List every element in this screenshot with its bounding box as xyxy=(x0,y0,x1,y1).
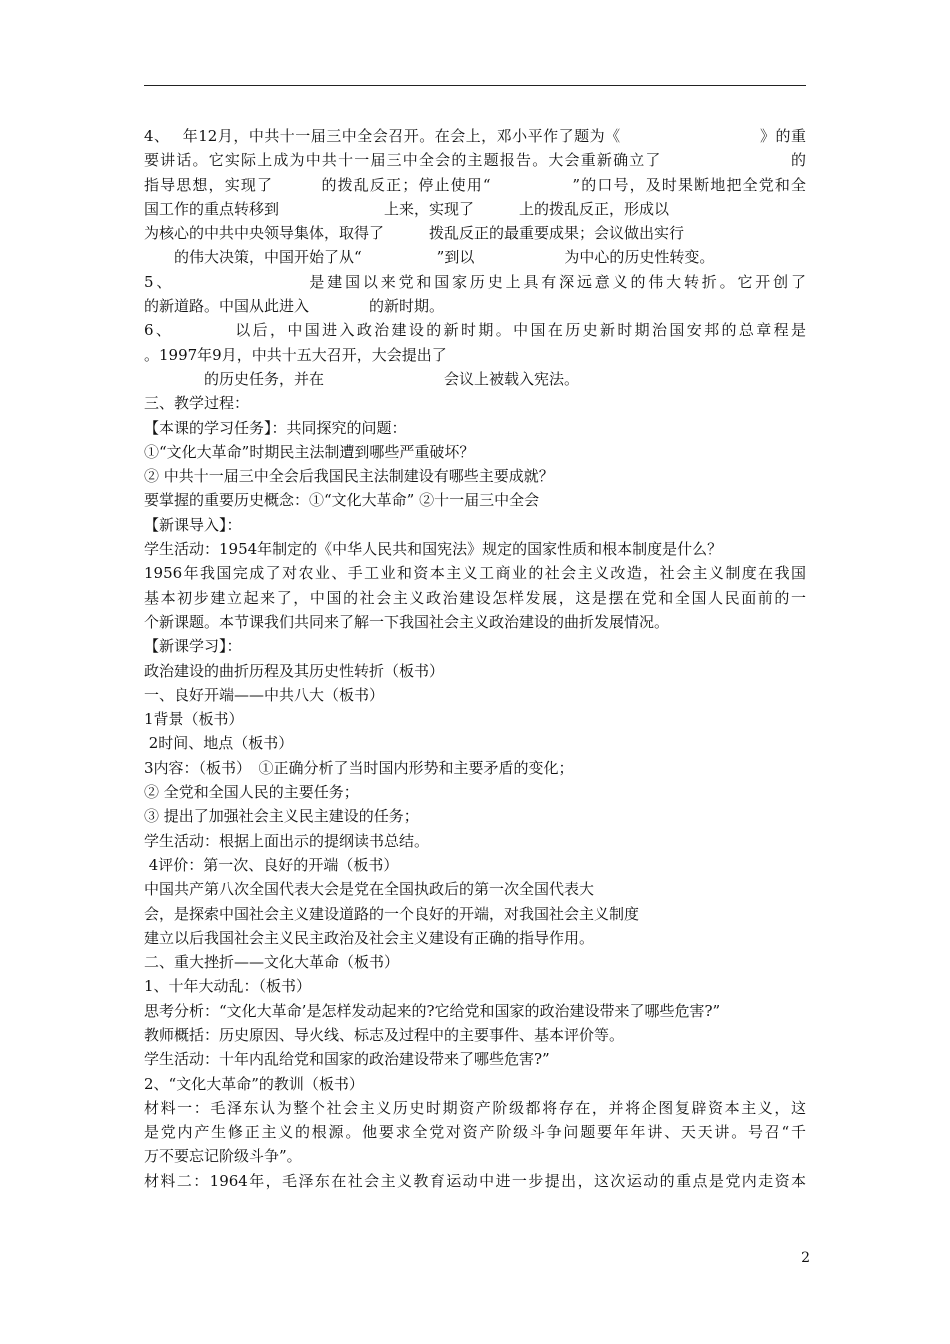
text-line: 要讲话。它实际上成为中共十一届三中全会的主题报告。大会重新确立了 的 xyxy=(144,151,806,170)
text-line: 会，是探索中国社会主义建设道路的一个良好的开端，对我国社会主义制度 xyxy=(144,904,640,923)
text-line: 2、“文化大革命”的教训（板书） xyxy=(144,1074,364,1093)
header-rule xyxy=(144,85,806,86)
text-line: 是党内产生修正主义的根源。他要求全党对资产阶级斗争问题要年年讲、天天讲。号召“千 xyxy=(144,1123,806,1142)
text-line: 4评价：第一次、良好的开端（板书） xyxy=(144,855,399,874)
document-body xyxy=(144,124,806,1193)
text-line: 思考分析：“文化大革命’是怎样发动起来的?它给党和国家的政治建设带来了哪些危害?” xyxy=(144,1001,721,1020)
text-line: 个新课题。本节课我们共同来了解一下我国社会主义政治建设的曲折发展情况。 xyxy=(144,612,670,631)
text-line: 学生活动：根据上面出示的提纲读书总结。 xyxy=(144,831,430,850)
text-line: 万不要忘记阶级斗争”。 xyxy=(144,1147,302,1166)
text-line: 要掌握的重要历史概念：①“文化大革命” ②十一届三中全会 xyxy=(144,491,540,510)
text-line: 2时间、地点（板书） xyxy=(144,734,294,753)
text-line: 3内容：（板书） ①正确分析了当时国内形势和主要矛盾的变化； xyxy=(144,758,574,777)
text-line: 1背景（板书） xyxy=(144,710,244,729)
text-line: 一、良好开端——中共八大（板书） xyxy=(144,685,385,704)
text-line: 中国共产第八次全国代表大会是党在全国执政后的第一次全国代表大 xyxy=(144,880,595,899)
text-line: 三、教学过程： xyxy=(144,394,250,413)
text-line: 的伟大决策，中国开始了从“ ”到以 为中心的历史性转变。 xyxy=(144,248,715,267)
text-line: 教师概括：历史原因、导火线、标志及过程中的主要事件、基本评价等。 xyxy=(144,1025,625,1044)
text-line: 6、 以后，中国进入政治建设的新时期。中国在历史新时期治国安邦的总章程是 xyxy=(144,321,806,340)
text-line: 政治建设的曲折历程及其历史性转折（板书） xyxy=(144,661,445,680)
text-line: 国工作的重点转移到 上来，实现了 上的拨乱反正，形成以 xyxy=(144,199,670,218)
text-line: 材料一：毛泽东认为整个社会主义历史时期资产阶级都将存在，并将企图复辟资本主义，这 xyxy=(144,1098,806,1117)
page-number: 2 xyxy=(801,1250,810,1266)
text-line: 材料二：1964年，毛泽东在社会主义教育运动中进一步提出，这次运动的重点是党内走资本 xyxy=(144,1171,806,1190)
text-line: 4、 年12月，中共十一届三中全会召开。在会上，邓小平作了题为《 》的重 xyxy=(144,127,806,145)
text-line: 【新课学习】： xyxy=(144,637,242,656)
text-line: 【本课的学习任务】：共同探究的问题： xyxy=(144,418,407,437)
text-line: 为核心的中共中央领导集体，取得了 拨乱反正的最重要成果；会议做出实行 xyxy=(144,224,685,243)
text-line: 指导思想，实现了 的拨乱反正；停止使用“ ”的口号，及时果断地把全党和全 xyxy=(144,175,806,194)
text-line: ③ 提出了加强社会主义民主建设的任务； xyxy=(144,807,419,826)
text-line: ①“文化大革命”时期民主法制遭到哪些严重破坏？ xyxy=(144,442,475,461)
text-line: 。1997年9月，中共十五大召开，大会提出了 xyxy=(144,345,447,364)
text-line: 学生活动：十年内乱给党和国家的政治建设带来了哪些危害?” xyxy=(144,1050,550,1069)
text-line: 的新道路。中国从此进入 的新时期。 xyxy=(144,297,445,316)
text-line: 1、十年大动乱：（板书） xyxy=(144,977,312,996)
text-line: 1956年我国完成了对农业、手工业和资本主义工商业的社会主义改造，社会主义制度在我国 xyxy=(144,564,806,583)
text-line: 【新课导入】： xyxy=(144,515,242,534)
text-line: 基本初步建立起来了，中国的社会主义政治建设怎样发展，这是摆在党和全国人民面前的一 xyxy=(144,588,806,607)
text-line: 的历史任务，并在 会议上被载入宪法。 xyxy=(144,369,580,388)
text-line: ② 中共十一届三中全会后我国民主法制建设有哪些主要成就？ xyxy=(144,467,554,486)
text-line: 建立以后我国社会主义民主政治及社会主义建设有正确的指导作用。 xyxy=(144,928,595,947)
text-line: 5、 是建国以来党和国家历史上具有深远意义的伟大转折。它开创了 xyxy=(144,272,806,291)
text-line: 二、重大挫折——文化大革命（板书） xyxy=(144,953,400,972)
text-line: ② 全党和全国人民的主要任务； xyxy=(144,783,359,802)
text-line: 学生活动：1954年制定的《中华人民共和国宪法》规定的国家性质和根本制度是什么？ xyxy=(144,540,723,559)
